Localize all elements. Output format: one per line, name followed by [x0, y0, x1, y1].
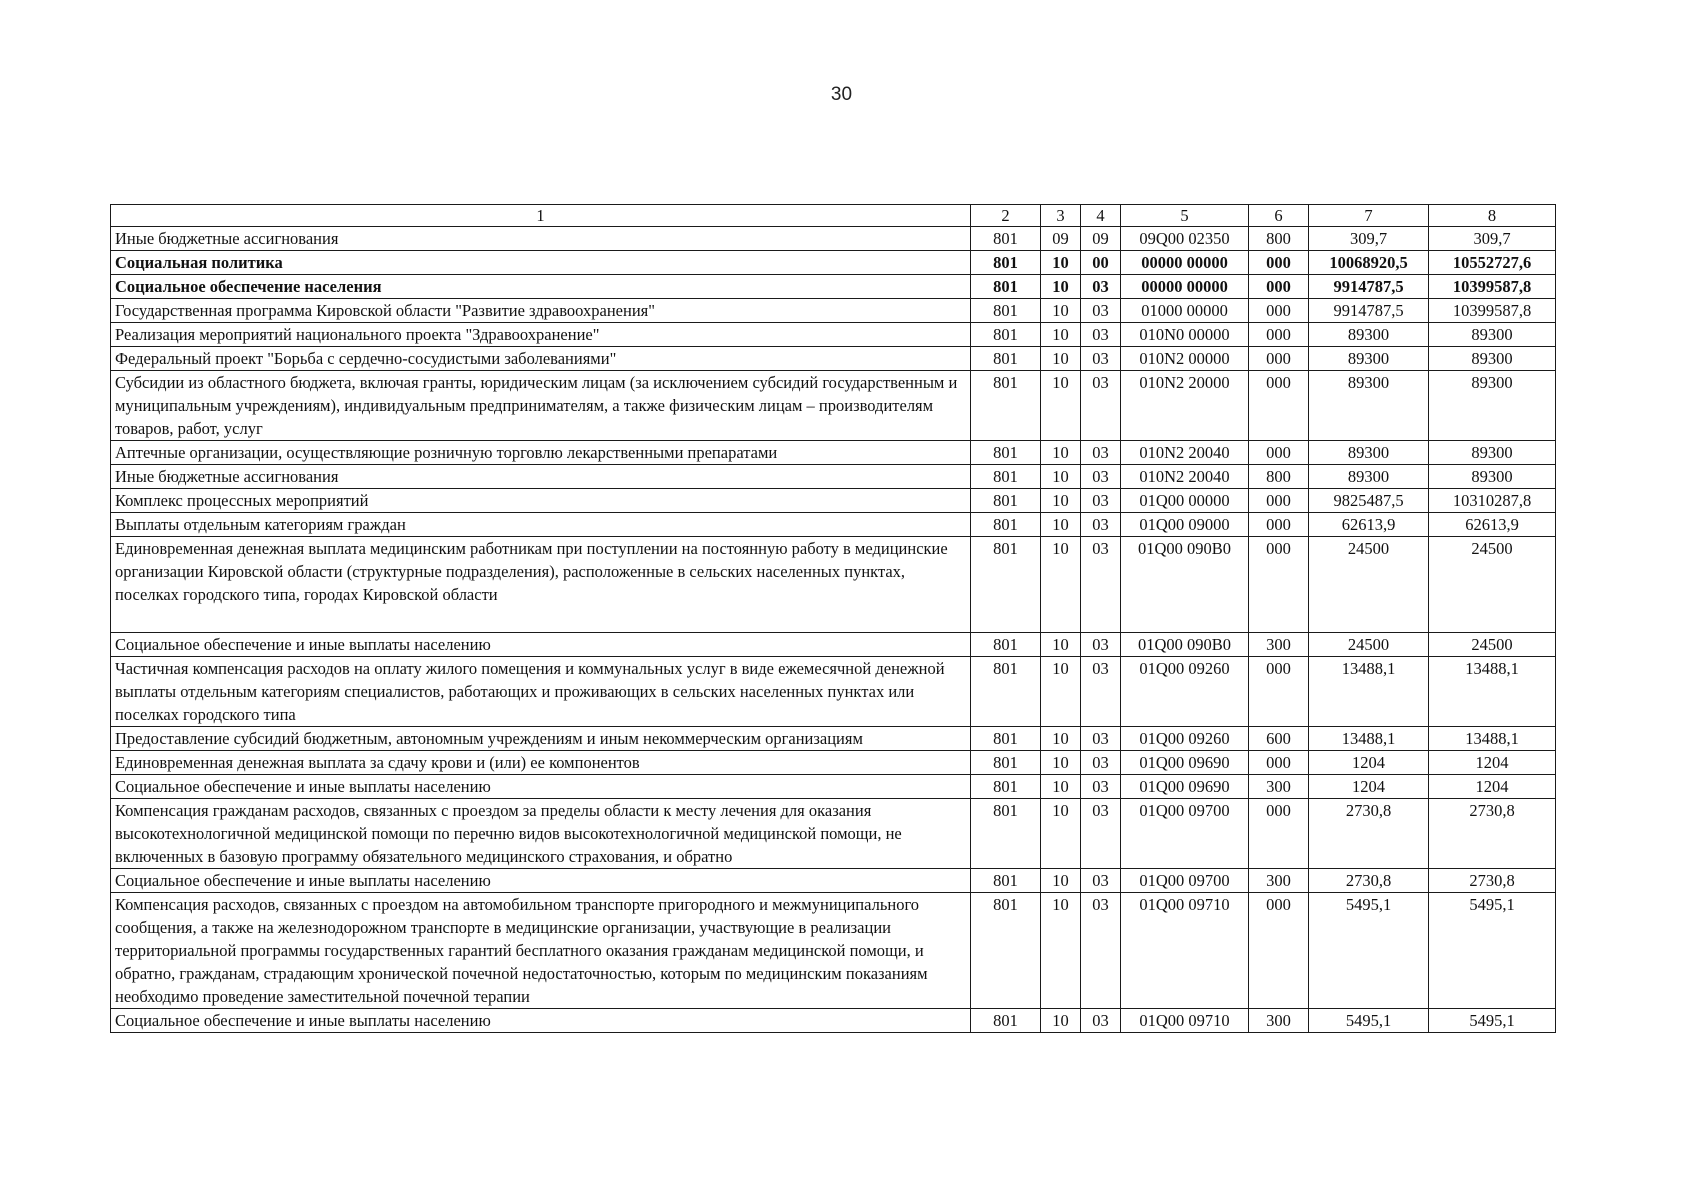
target-article-code: 01Q00 09690: [1121, 775, 1249, 799]
section-code: 10: [1041, 1009, 1081, 1033]
amount-year-2: 2730,8: [1429, 799, 1556, 869]
col-header-5: 5: [1121, 205, 1249, 227]
col-header-2: 2: [971, 205, 1041, 227]
target-article-code: 01Q00 09260: [1121, 727, 1249, 751]
amount-year-1: 89300: [1309, 323, 1429, 347]
item-name: Государственная программа Кировской области "Развитие здравоохранения": [111, 299, 971, 323]
subsection-code: 03: [1081, 275, 1121, 299]
item-name: Компенсация гражданам расходов, связанных с проездом за пределы области к месту лечения для оказания высокотехнологичной медицинской помощи по перечню видов высокотехнологичной медицинской помощи, не включенных в базовую программу обязательного медицинского страхования, и обратно: [111, 799, 971, 869]
target-article-code: 01Q00 00000: [1121, 489, 1249, 513]
ministry-code: 801: [971, 727, 1041, 751]
amount-year-2: 10399587,8: [1429, 299, 1556, 323]
table-row: [111, 489, 1556, 513]
ministry-code: 801: [971, 893, 1041, 1009]
section-code: 10: [1041, 727, 1081, 751]
table-row: [111, 251, 1556, 275]
amount-year-2: 89300: [1429, 371, 1556, 441]
subsection-code: 09: [1081, 227, 1121, 251]
section-code: 10: [1041, 489, 1081, 513]
target-article-code: 01Q00 09710: [1121, 893, 1249, 1009]
item-name: Выплаты отдельным категориям граждан: [111, 513, 971, 537]
amount-year-2: 24500: [1429, 633, 1556, 657]
target-article-code: 01Q00 09710: [1121, 1009, 1249, 1033]
target-article-code: 09Q00 02350: [1121, 227, 1249, 251]
subsection-code: 03: [1081, 513, 1121, 537]
table-row: [111, 633, 1556, 657]
table-row: [111, 513, 1556, 537]
amount-year-2: 10310287,8: [1429, 489, 1556, 513]
section-code: 10: [1041, 537, 1081, 633]
table-row: [111, 465, 1556, 489]
subsection-code: 03: [1081, 323, 1121, 347]
item-name: Социальное обеспечение и иные выплаты населению: [111, 775, 971, 799]
target-article-code: 01Q00 09000: [1121, 513, 1249, 537]
header-row: [111, 205, 1556, 227]
target-article-code: 010N2 20000: [1121, 371, 1249, 441]
target-article-code: 00000 00000: [1121, 251, 1249, 275]
item-name: Социальное обеспечение населения: [111, 275, 971, 299]
table-row: [111, 227, 1556, 251]
expense-type-code: 300: [1249, 633, 1309, 657]
subsection-code: 03: [1081, 347, 1121, 371]
budget-table: [110, 204, 1556, 1033]
amount-year-1: 5495,1: [1309, 893, 1429, 1009]
item-name: Иные бюджетные ассигнования: [111, 465, 971, 489]
ministry-code: 801: [971, 633, 1041, 657]
amount-year-1: 1204: [1309, 751, 1429, 775]
section-code: 10: [1041, 775, 1081, 799]
item-name: Федеральный проект "Борьба с сердечно-сосудистыми заболеваниями": [111, 347, 971, 371]
subsection-code: 03: [1081, 299, 1121, 323]
amount-year-2: 89300: [1429, 441, 1556, 465]
amount-year-2: 89300: [1429, 465, 1556, 489]
section-code: 10: [1041, 465, 1081, 489]
table-row: [111, 537, 1556, 633]
amount-year-2: 89300: [1429, 323, 1556, 347]
col-header-8: 8: [1429, 205, 1556, 227]
table-row: [111, 799, 1556, 869]
expense-type-code: 000: [1249, 275, 1309, 299]
item-name: Социальное обеспечение и иные выплаты населению: [111, 1009, 971, 1033]
section-code: 10: [1041, 347, 1081, 371]
subsection-code: 03: [1081, 537, 1121, 633]
expense-type-code: 800: [1249, 465, 1309, 489]
section-code: 10: [1041, 893, 1081, 1009]
subsection-code: 03: [1081, 489, 1121, 513]
amount-year-1: 9914787,5: [1309, 275, 1429, 299]
section-code: 10: [1041, 441, 1081, 465]
item-name: Аптечные организации, осуществляющие розничную торговлю лекарственными препаратами: [111, 441, 971, 465]
table-row: [111, 869, 1556, 893]
subsection-code: 03: [1081, 657, 1121, 727]
item-name: Компенсация расходов, связанных с проездом на автомобильном транспорте пригородного и межмуниципального сообщения, а также на железнодорожном транспорте в медицинские организации, участвующие в реализации территориальной программы государственных гарантий бесплатного оказания гражданам медицинской помощи, и обратно, гражданам, страдающим хронической почечной недостаточностью, которым по медицинским показаниям необходимо проведение заместительной почечной терапии: [111, 893, 971, 1009]
amount-year-1: 9914787,5: [1309, 299, 1429, 323]
amount-year-1: 10068920,5: [1309, 251, 1429, 275]
item-name: Субсидии из областного бюджета, включая гранты, юридическим лицам (за исключением субсидий государственным и муниципальным учреждениям), индивидуальным предпринимателям, а также физическим лицам – производителям товаров, работ, услуг: [111, 371, 971, 441]
section-code: 10: [1041, 751, 1081, 775]
subsection-code: 03: [1081, 799, 1121, 869]
section-code: 10: [1041, 633, 1081, 657]
ministry-code: 801: [971, 323, 1041, 347]
item-name: Социальное обеспечение и иные выплаты населению: [111, 633, 971, 657]
amount-year-1: 89300: [1309, 347, 1429, 371]
section-code: 10: [1041, 251, 1081, 275]
col-header-1: 1: [111, 205, 971, 227]
expense-type-code: 000: [1249, 537, 1309, 633]
amount-year-1: 5495,1: [1309, 1009, 1429, 1033]
expense-type-code: 000: [1249, 441, 1309, 465]
amount-year-1: 89300: [1309, 465, 1429, 489]
ministry-code: 801: [971, 775, 1041, 799]
expense-type-code: 000: [1249, 513, 1309, 537]
subsection-code: 03: [1081, 775, 1121, 799]
subsection-code: 03: [1081, 371, 1121, 441]
amount-year-2: 5495,1: [1429, 1009, 1556, 1033]
item-name: Комплекс процессных мероприятий: [111, 489, 971, 513]
section-code: 10: [1041, 371, 1081, 441]
item-name: Социальное обеспечение и иные выплаты населению: [111, 869, 971, 893]
subsection-code: 03: [1081, 1009, 1121, 1033]
ministry-code: 801: [971, 1009, 1041, 1033]
item-name: Предоставление субсидий бюджетным, автономным учреждениям и иным некоммерческим организациям: [111, 727, 971, 751]
target-article-code: 010N2 20040: [1121, 441, 1249, 465]
section-code: 10: [1041, 323, 1081, 347]
section-code: 10: [1041, 299, 1081, 323]
amount-year-2: 2730,8: [1429, 869, 1556, 893]
section-code: 10: [1041, 275, 1081, 299]
amount-year-2: 24500: [1429, 537, 1556, 633]
amount-year-2: 10552727,6: [1429, 251, 1556, 275]
ministry-code: 801: [971, 227, 1041, 251]
expense-type-code: 000: [1249, 893, 1309, 1009]
table-row: [111, 371, 1556, 441]
expense-type-code: 000: [1249, 657, 1309, 727]
ministry-code: 801: [971, 465, 1041, 489]
target-article-code: 01Q00 09260: [1121, 657, 1249, 727]
section-code: 10: [1041, 799, 1081, 869]
expense-type-code: 000: [1249, 347, 1309, 371]
amount-year-2: 309,7: [1429, 227, 1556, 251]
page-number: 30: [830, 84, 853, 105]
item-name: Частичная компенсация расходов на оплату жилого помещения и коммунальных услуг в виде ежемесячной денежной выплаты отдельным категориям специалистов, работающих и проживающих в сельских населенных пунктах или поселках городского типа: [111, 657, 971, 727]
target-article-code: 01Q00 090B0: [1121, 537, 1249, 633]
amount-year-1: 89300: [1309, 441, 1429, 465]
item-name: Реализация мероприятий национального проекта "Здравоохранение": [111, 323, 971, 347]
amount-year-1: 309,7: [1309, 227, 1429, 251]
section-code: 10: [1041, 513, 1081, 537]
section-code: 10: [1041, 869, 1081, 893]
table-row: [111, 657, 1556, 727]
amount-year-1: 2730,8: [1309, 869, 1429, 893]
table-row: [111, 775, 1556, 799]
subsection-code: 03: [1081, 727, 1121, 751]
amount-year-2: 13488,1: [1429, 727, 1556, 751]
amount-year-1: 89300: [1309, 371, 1429, 441]
ministry-code: 801: [971, 489, 1041, 513]
amount-year-1: 24500: [1309, 633, 1429, 657]
expense-type-code: 800: [1249, 227, 1309, 251]
expense-type-code: 000: [1249, 323, 1309, 347]
target-article-code: 010N2 20040: [1121, 465, 1249, 489]
table-row: [111, 275, 1556, 299]
ministry-code: 801: [971, 251, 1041, 275]
amount-year-2: 10399587,8: [1429, 275, 1556, 299]
ministry-code: 801: [971, 657, 1041, 727]
item-name: Единовременная денежная выплата за сдачу крови и (или) ее компонентов: [111, 751, 971, 775]
expense-type-code: 000: [1249, 251, 1309, 275]
target-article-code: 01Q00 090B0: [1121, 633, 1249, 657]
col-header-4: 4: [1081, 205, 1121, 227]
target-article-code: 01Q00 09690: [1121, 751, 1249, 775]
section-code: 10: [1041, 657, 1081, 727]
amount-year-2: 89300: [1429, 347, 1556, 371]
expense-type-code: 000: [1249, 751, 1309, 775]
subsection-code: 00: [1081, 251, 1121, 275]
amount-year-1: 13488,1: [1309, 727, 1429, 751]
expense-type-code: 000: [1249, 299, 1309, 323]
expense-type-code: 000: [1249, 371, 1309, 441]
section-code: 09: [1041, 227, 1081, 251]
amount-year-1: 9825487,5: [1309, 489, 1429, 513]
table-row: [111, 751, 1556, 775]
target-article-code: 010N2 00000: [1121, 347, 1249, 371]
ministry-code: 801: [971, 299, 1041, 323]
subsection-code: 03: [1081, 751, 1121, 775]
ministry-code: 801: [971, 799, 1041, 869]
subsection-code: 03: [1081, 441, 1121, 465]
ministry-code: 801: [971, 347, 1041, 371]
amount-year-2: 62613,9: [1429, 513, 1556, 537]
amount-year-1: 62613,9: [1309, 513, 1429, 537]
table-row: [111, 323, 1556, 347]
amount-year-1: 1204: [1309, 775, 1429, 799]
ministry-code: 801: [971, 537, 1041, 633]
ministry-code: 801: [971, 371, 1041, 441]
target-article-code: 01Q00 09700: [1121, 869, 1249, 893]
amount-year-1: 2730,8: [1309, 799, 1429, 869]
target-article-code: 01Q00 09700: [1121, 799, 1249, 869]
col-header-6: 6: [1249, 205, 1309, 227]
ministry-code: 801: [971, 513, 1041, 537]
subsection-code: 03: [1081, 633, 1121, 657]
table-row: [111, 347, 1556, 371]
ministry-code: 801: [971, 441, 1041, 465]
amount-year-2: 5495,1: [1429, 893, 1556, 1009]
table-row: [111, 441, 1556, 465]
item-name: Социальная политика: [111, 251, 971, 275]
expense-type-code: 300: [1249, 869, 1309, 893]
amount-year-2: 1204: [1429, 751, 1556, 775]
target-article-code: 010N0 00000: [1121, 323, 1249, 347]
expense-type-code: 300: [1249, 1009, 1309, 1033]
expense-type-code: 000: [1249, 489, 1309, 513]
subsection-code: 03: [1081, 893, 1121, 1009]
amount-year-1: 13488,1: [1309, 657, 1429, 727]
table-row: [111, 1009, 1556, 1033]
ministry-code: 801: [971, 751, 1041, 775]
item-name: Единовременная денежная выплата медицинским работникам при поступлении на постоянную работу в медицинские организации Кировской области (структурные подразделения), расположенные в сельских населенных пунктах, поселках городского типа, городах Кировской области: [111, 537, 971, 633]
col-header-7: 7: [1309, 205, 1429, 227]
expense-type-code: 600: [1249, 727, 1309, 751]
amount-year-2: 13488,1: [1429, 657, 1556, 727]
col-header-3: 3: [1041, 205, 1081, 227]
target-article-code: 00000 00000: [1121, 275, 1249, 299]
ministry-code: 801: [971, 869, 1041, 893]
amount-year-2: 1204: [1429, 775, 1556, 799]
table-row: [111, 727, 1556, 751]
amount-year-1: 24500: [1309, 537, 1429, 633]
item-name: Иные бюджетные ассигнования: [111, 227, 971, 251]
table-body: [111, 227, 1556, 1033]
subsection-code: 03: [1081, 465, 1121, 489]
table-row: [111, 893, 1556, 1009]
subsection-code: 03: [1081, 869, 1121, 893]
expense-type-code: 000: [1249, 799, 1309, 869]
target-article-code: 01000 00000: [1121, 299, 1249, 323]
ministry-code: 801: [971, 275, 1041, 299]
expense-type-code: 300: [1249, 775, 1309, 799]
table-row: [111, 299, 1556, 323]
